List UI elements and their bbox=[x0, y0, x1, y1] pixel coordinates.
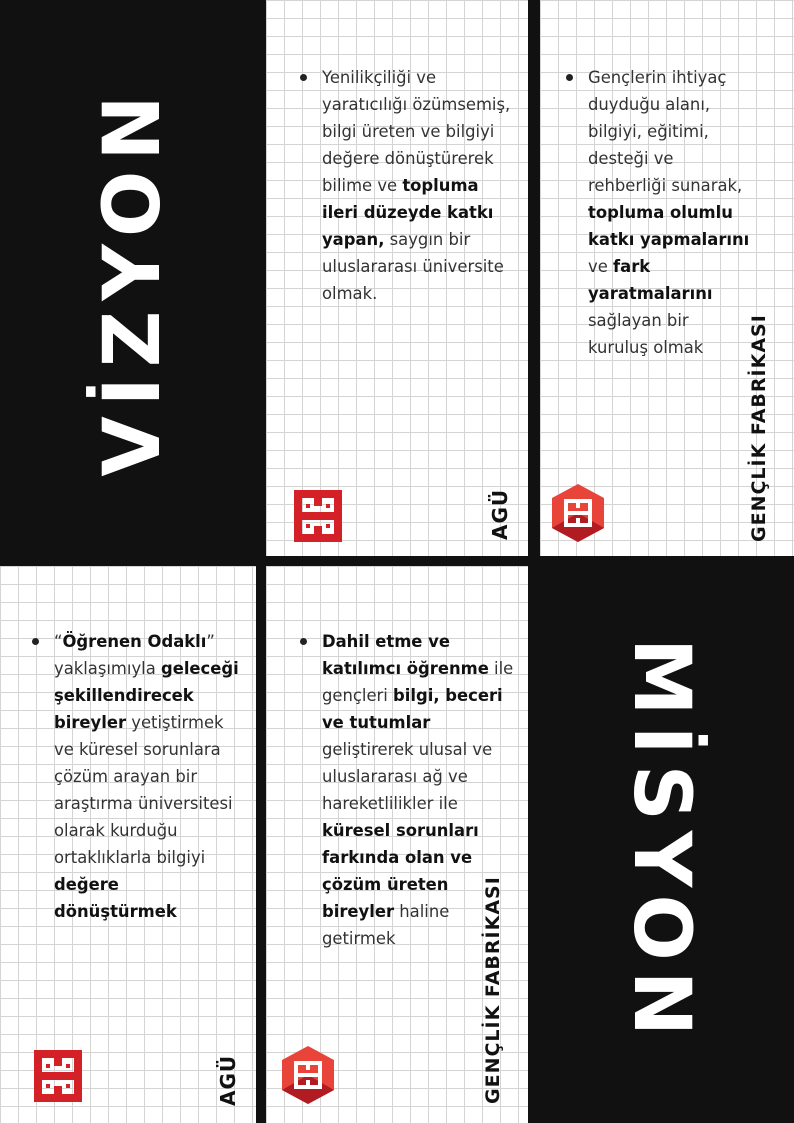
mission-agu-bullet bbox=[32, 628, 242, 925]
vision-title-panel bbox=[0, 0, 266, 562]
vision-genclik-bullet bbox=[566, 64, 750, 361]
vision-agu-bullet bbox=[300, 64, 514, 307]
vision-agu-label: AGÜ bbox=[488, 488, 512, 540]
mission-agu-panel bbox=[0, 566, 256, 1123]
mission-title-panel bbox=[528, 560, 794, 1123]
vision-title: VİZYON bbox=[88, 85, 178, 477]
bullet-dot bbox=[32, 638, 39, 645]
mission-agu-text: “Öğrenen Odaklı” yaklaşımıyla geleceği şekillendirecek bireyler yetiştirmek ve küresel sorunlara çözüm arayan bir araştırma üniversitesi olarak kurduğu ortaklıklarla bilgiyi değere dönüştürmek bbox=[54, 632, 239, 921]
vision-genclik-label: GENÇLİK FABRİKASI bbox=[748, 314, 770, 542]
mission-genclik-label: GENÇLİK FABRİKASI bbox=[482, 876, 504, 1104]
vision-agu-text: Yenilikçiliği ve yaratıcılığı özümsemiş, bilgi üreten ve bilgiyi değere dönüştürerek bilime ve topluma ileri düzeyde katkı yapan, saygın bir uluslararası üniversite olmak. bbox=[322, 68, 511, 303]
mission-title: MİSYON bbox=[616, 637, 706, 1046]
vision-agu-panel bbox=[266, 0, 528, 556]
bullet-dot bbox=[566, 74, 573, 81]
bullet-dot bbox=[300, 638, 307, 645]
bullet-dot bbox=[300, 74, 307, 81]
mission-genclik-panel bbox=[266, 566, 528, 1123]
vision-genclik-text: Gençlerin ihtiyaç duyduğu alanı, bilgiyi, eğitimi, desteği ve rehberliği sunarak, topluma olumlu katkı yapmalarını ve fark yaratmalarını sağlayan bir kuruluş olmak bbox=[588, 68, 750, 357]
mission-genclik-text: Dahil etme ve katılımcı öğrenme ile gençleri bilgi, beceri ve tutumlar geliştirerek ulusal ve uluslararası ağ ve hareketlilikler ile küresel sorunları farkında olan ve çözüm üreten bireyler haline getirmek bbox=[322, 632, 514, 948]
genclik-logo-icon bbox=[280, 1044, 336, 1106]
agu-logo-icon bbox=[294, 490, 342, 542]
genclik-logo-icon bbox=[550, 482, 606, 544]
agu-logo-icon bbox=[34, 1050, 82, 1102]
vision-genclik-panel bbox=[540, 0, 794, 556]
mission-agu-label: AGÜ bbox=[216, 1054, 240, 1106]
